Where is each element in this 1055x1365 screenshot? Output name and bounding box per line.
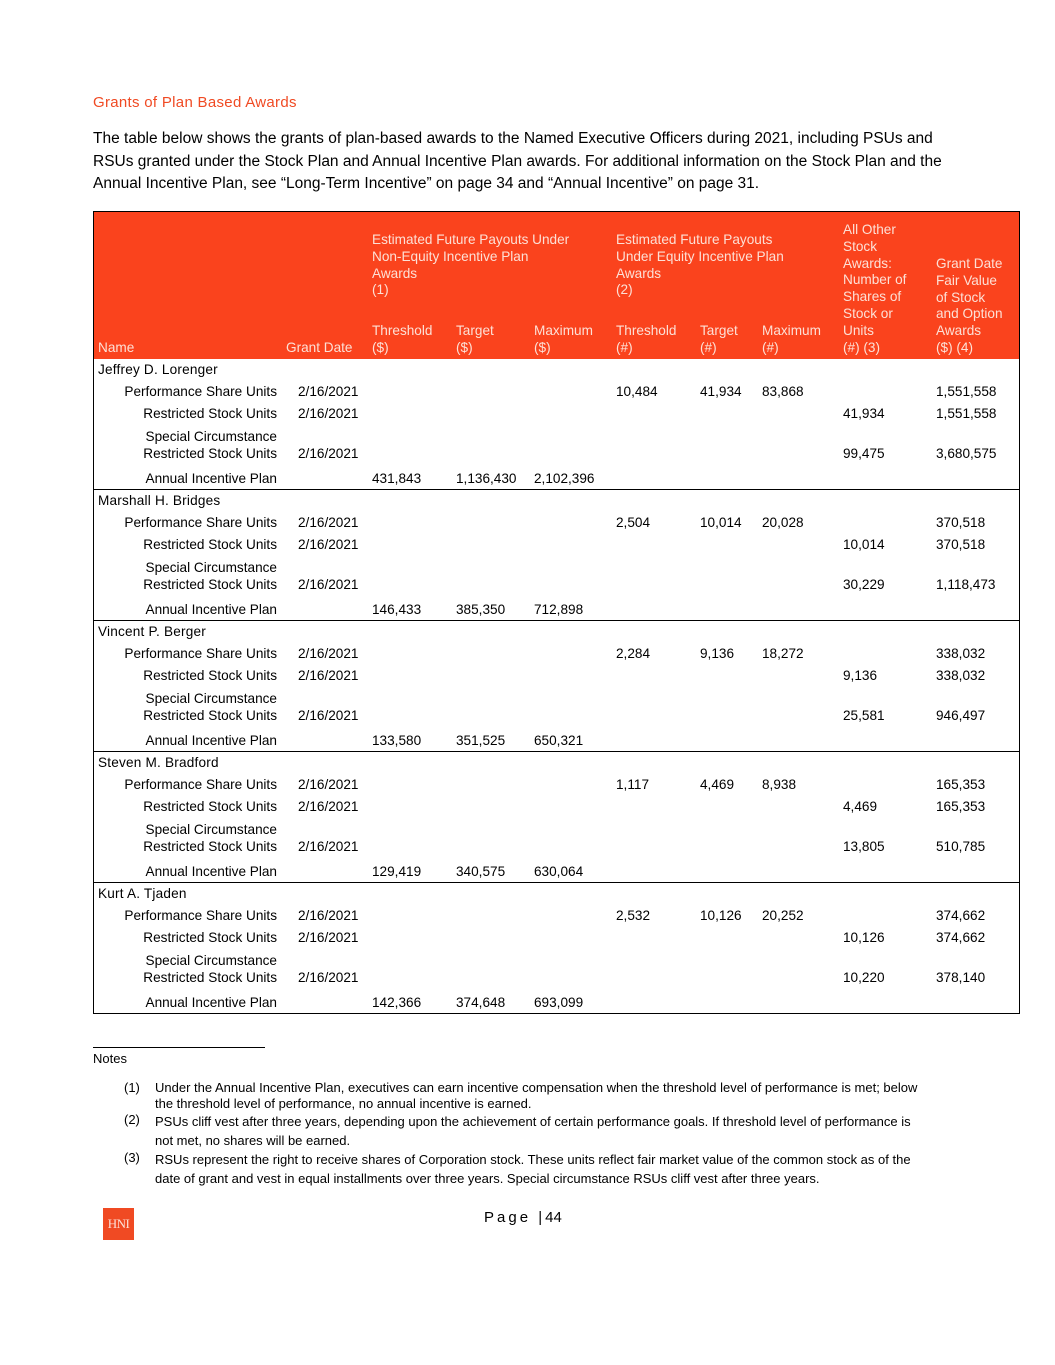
header-ne-target: Target ($)	[456, 323, 494, 355]
table-row-special-rsu	[94, 949, 1019, 988]
award-type-label: Restricted Stock Units	[143, 406, 277, 421]
all-other-units: 10,220	[843, 970, 885, 985]
award-type-label: Restricted Stock Units	[143, 537, 277, 552]
grant-date: 2/16/2021	[298, 577, 359, 592]
grant-date: 2/16/2021	[298, 908, 359, 923]
table-row-rsu	[94, 665, 1019, 687]
ne-maximum: 650,321	[534, 733, 584, 748]
ne-threshold: 146,433	[372, 602, 422, 617]
fair-value: 374,662	[936, 930, 986, 945]
grant-date: 2/16/2021	[298, 537, 359, 552]
fair-value: 370,518	[936, 537, 986, 552]
award-type-label: Annual Incentive Plan	[145, 864, 277, 879]
award-type-label: Special Circumstance Restricted Stock Units	[143, 691, 277, 723]
eq-target: 10,014	[700, 515, 742, 530]
ne-threshold: 129,419	[372, 864, 422, 879]
eq-maximum: 18,272	[762, 646, 804, 661]
fair-value: 370,518	[936, 515, 986, 530]
award-type-label: Special Circumstance Restricted Stock Units	[143, 560, 277, 592]
grant-date: 2/16/2021	[298, 384, 359, 399]
ne-target: 340,575	[456, 864, 506, 879]
notes-divider	[93, 1047, 265, 1048]
eq-threshold: 1,117	[616, 777, 650, 792]
header-eq-maximum: Maximum (#)	[762, 323, 821, 355]
eq-target: 10,126	[700, 908, 742, 923]
award-type-label: Annual Incentive Plan	[145, 995, 277, 1010]
table-header	[94, 212, 1019, 359]
table-row-annual-incentive	[94, 464, 1019, 489]
all-other-units: 9,136	[843, 668, 878, 683]
table-row-rsu	[94, 403, 1019, 425]
table-row-special-rsu	[94, 818, 1019, 857]
header-ne-threshold: Threshold ($)	[372, 323, 433, 355]
ne-maximum: 2,102,396	[534, 471, 595, 486]
eq-threshold: 2,284	[616, 646, 651, 661]
award-type-label: Annual Incentive Plan	[145, 471, 277, 486]
header-grant-date-fair-value: Grant Date Fair Value of Stock and Option Awards ($) (4)	[936, 256, 1003, 355]
fair-value: 3,680,575	[936, 446, 997, 461]
award-type-label: Restricted Stock Units	[143, 668, 277, 683]
grant-date: 2/16/2021	[298, 646, 359, 661]
all-other-units: 10,126	[843, 930, 885, 945]
ne-maximum: 712,898	[534, 602, 584, 617]
grant-date: 2/16/2021	[298, 515, 359, 530]
header-equity-group: Estimated Future Payouts Under Equity Incentive Plan Awards (2)	[616, 232, 784, 298]
grant-date: 2/16/2021	[298, 406, 359, 421]
eq-threshold: 10,484	[616, 384, 658, 399]
award-type-label: Performance Share Units	[124, 908, 277, 923]
fair-value: 374,662	[936, 908, 986, 923]
award-type-label: Restricted Stock Units	[143, 930, 277, 945]
grant-date: 2/16/2021	[298, 799, 359, 814]
page-number: Page |44	[484, 1209, 562, 1226]
ne-threshold: 133,580	[372, 733, 422, 748]
header-eq-target: Target (#)	[700, 323, 738, 355]
all-other-units: 25,581	[843, 708, 885, 723]
grant-date: 2/16/2021	[298, 839, 359, 854]
eq-maximum: 83,868	[762, 384, 804, 399]
executive-name: Vincent P. Berger	[98, 624, 206, 639]
header-non-equity-group: Estimated Future Payouts Under Non-Equity Incentive Plan Awards (1)	[372, 232, 570, 298]
award-type-label: Special Circumstance Restricted Stock Units	[143, 429, 277, 461]
eq-maximum: 20,028	[762, 515, 804, 530]
table-row-special-rsu	[94, 687, 1019, 726]
grant-date: 2/16/2021	[298, 930, 359, 945]
award-type-label: Performance Share Units	[124, 777, 277, 792]
award-type-label: Annual Incentive Plan	[145, 733, 277, 748]
all-other-units: 4,469	[843, 799, 878, 814]
executive-group	[94, 882, 1019, 1013]
grant-date: 2/16/2021	[298, 777, 359, 792]
fair-value: 946,497	[936, 708, 986, 723]
table-row-special-rsu	[94, 556, 1019, 595]
notes-label: Notes	[93, 1051, 127, 1066]
fair-value: 338,032	[936, 668, 986, 683]
table-row-annual-incentive	[94, 595, 1019, 620]
award-type-label: Performance Share Units	[124, 646, 277, 661]
table-row-rsu	[94, 796, 1019, 818]
executive-group	[94, 489, 1019, 620]
executive-name: Kurt A. Tjaden	[98, 886, 187, 901]
all-other-units: 41,934	[843, 406, 885, 421]
award-type-label: Special Circumstance Restricted Stock Units	[143, 822, 277, 854]
header-grant-date: Grant Date	[286, 340, 353, 355]
table-row-annual-incentive	[94, 857, 1019, 882]
fair-value: 165,353	[936, 799, 986, 814]
ne-target: 385,350	[456, 602, 506, 617]
award-type-label: Restricted Stock Units	[143, 799, 277, 814]
ne-target: 374,648	[456, 995, 506, 1010]
hni-logo: HNI	[103, 1208, 134, 1240]
all-other-units: 10,014	[843, 537, 885, 552]
grant-date: 2/16/2021	[298, 708, 359, 723]
award-type-label: Special Circumstance Restricted Stock Units	[143, 953, 277, 985]
award-type-label: Annual Incentive Plan	[145, 602, 277, 617]
table-row-psu	[94, 905, 1019, 927]
table-body	[94, 359, 1019, 1013]
executive-group	[94, 751, 1019, 882]
ne-maximum: 693,099	[534, 995, 584, 1010]
eq-target: 4,469	[700, 777, 735, 792]
table-row-annual-incentive	[94, 988, 1019, 1013]
table-row-psu	[94, 774, 1019, 796]
fair-value: 510,785	[936, 839, 986, 854]
eq-threshold: 2,504	[616, 515, 651, 530]
section-title: Grants of Plan Based Awards	[93, 94, 297, 111]
intro-paragraph: The table below shows the grants of plan-based awards to the Named Executive Officers during 2021, including PSUs and RSUs granted under the Stock Plan and Annual Incentive Plan awards. For additional information on the Stock Plan and the Annual Incentive Plan, see “Long-Term Incentive” on page 34 and “Annual Incentive” on page 31.	[93, 130, 942, 192]
table-row-psu	[94, 381, 1019, 403]
ne-target: 1,136,430	[456, 471, 517, 486]
table-row-rsu	[94, 927, 1019, 949]
eq-target: 41,934	[700, 384, 742, 399]
eq-threshold: 2,532	[616, 908, 651, 923]
header-all-other-stock-awards: All Other Stock Awards: Number of Shares of Stock or Units (#) (3)	[843, 222, 907, 355]
all-other-units: 13,805	[843, 839, 885, 854]
fair-value: 338,032	[936, 646, 986, 661]
executive-group	[94, 359, 1019, 489]
eq-target: 9,136	[700, 646, 735, 661]
table-row-annual-incentive	[94, 726, 1019, 751]
executive-name: Marshall H. Bridges	[98, 493, 221, 508]
award-type-label: Performance Share Units	[124, 384, 277, 399]
grants-table	[93, 211, 1020, 1014]
executive-group	[94, 620, 1019, 751]
ne-threshold: 431,843	[372, 471, 422, 486]
grant-date: 2/16/2021	[298, 446, 359, 461]
table-row-special-rsu	[94, 425, 1019, 464]
all-other-units: 99,475	[843, 446, 885, 461]
award-type-label: Performance Share Units	[124, 515, 277, 530]
all-other-units: 30,229	[843, 577, 885, 592]
eq-maximum: 20,252	[762, 908, 804, 923]
fair-value: 378,140	[936, 970, 986, 985]
fair-value: 1,551,558	[936, 406, 997, 421]
grant-date: 2/16/2021	[298, 970, 359, 985]
executive-name: Jeffrey D. Lorenger	[98, 362, 218, 377]
ne-target: 351,525	[456, 733, 506, 748]
executive-name: Steven M. Bradford	[98, 755, 219, 770]
fair-value: 165,353	[936, 777, 986, 792]
table-row-psu	[94, 512, 1019, 534]
ne-threshold: 142,366	[372, 995, 422, 1010]
grant-date: 2/16/2021	[298, 668, 359, 683]
table-row-psu	[94, 643, 1019, 665]
eq-maximum: 8,938	[762, 777, 797, 792]
header-name: Name	[98, 340, 135, 355]
table-row-rsu	[94, 534, 1019, 556]
ne-maximum: 630,064	[534, 864, 584, 879]
header-eq-threshold: Threshold (#)	[616, 323, 677, 355]
fair-value: 1,118,473	[936, 577, 996, 592]
fair-value: 1,551,558	[936, 384, 997, 399]
header-ne-maximum: Maximum ($)	[534, 323, 593, 355]
